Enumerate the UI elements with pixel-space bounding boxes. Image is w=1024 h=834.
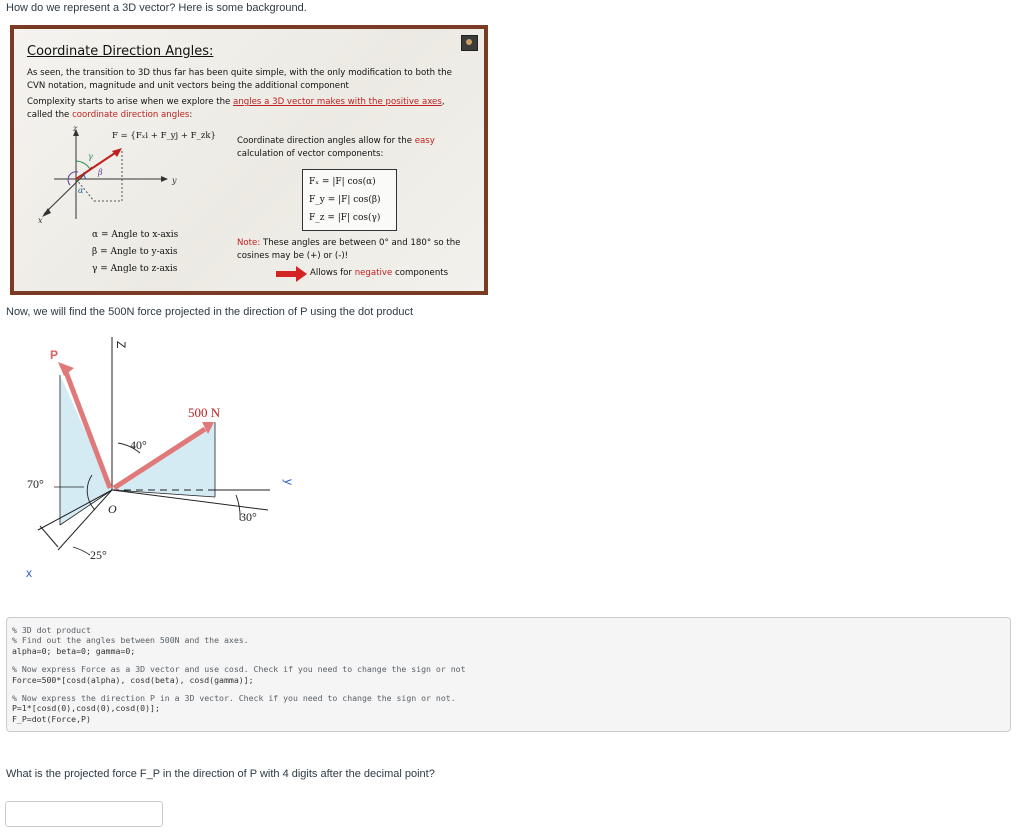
question-text: What is the projected force F_P in the direction of P with 4 digits after the decimal point? — [6, 768, 435, 780]
angle-30-label: 30° — [240, 510, 257, 524]
code-line: % 3D dot product — [12, 625, 91, 635]
p-vector-label: P — [50, 348, 59, 362]
slide-allows-text: Allows for negative components — [310, 268, 449, 278]
force-diagram — [0, 325, 320, 595]
slide-alpha-label: α — [78, 186, 84, 195]
slide-axis-x-label: x — [38, 216, 43, 225]
code-line: alpha=0; beta=0; gamma=0; — [12, 645, 136, 656]
slide-beta-label: β — [98, 168, 103, 177]
slide-axis-z-label: z — [73, 124, 78, 133]
y-axis-label: y — [282, 479, 296, 485]
code-line: Force=500*[cosd(alpha), cosd(beta), cosd(gamma)]; — [12, 674, 254, 685]
answer-input[interactable] — [5, 801, 163, 827]
component-equations-box — [302, 169, 397, 231]
slide-title: Coordinate Direction Angles: — [27, 44, 214, 59]
x-axis-label: x — [26, 566, 32, 580]
slide-paragraph-1: As seen, the transition to 3D thus far has been quite simple, with the only modification to both the CVN notation, magnitude and unit vectors being the additional component — [27, 68, 452, 91]
slide-paragraph-2: Complexity starts to arise when we explore the angles a 3D vector makes with the positive axes, called the coordinate direction angles: — [27, 97, 445, 120]
red-arrow-icon — [276, 266, 308, 282]
slide-note: Note: These angles are between 0° and 180° so the cosines may be (+) or (-)! — [237, 238, 461, 261]
z-axis-label: Z — [114, 341, 128, 349]
angle-alpha-def: α = Angle to x-axis — [92, 230, 179, 240]
code-line: % Now express the direction P in a 3D vector. Check if you need to change the sign or not. — [12, 693, 456, 704]
angle-definitions — [92, 227, 178, 278]
matlab-code-block — [6, 617, 1011, 732]
code-line: % Now express Force as a 3D vector and use cosd. Check if you need to change the sign or not — [12, 664, 466, 675]
angle-beta-def: β = Angle to y-axis — [92, 247, 178, 257]
instruction-text: Now, we will find the 500N force projected in the direction of P using the dot product — [6, 306, 414, 318]
code-line: P=1*[cosd(0),cosd(0),cosd(0)]; — [12, 703, 160, 714]
lecture-slide-image — [10, 25, 488, 295]
intro-text: How do we represent a 3D vector? Here is some background. — [6, 2, 307, 14]
vector-definition: F = {Fₓi + F_yj + F_zk} — [112, 131, 216, 141]
angle-gamma-def: γ = Angle to z-axis — [92, 264, 178, 274]
angle-40-label: 40° — [130, 438, 147, 452]
equation-fy: F_y = |F| cos(β) — [309, 195, 381, 205]
slide-gamma-label: γ — [88, 152, 93, 161]
code-line: % Find out the angles between 500N and the axes. — [12, 635, 249, 646]
slide-caa-text: Coordinate direction angles allow for the easy calculation of vector components: — [237, 136, 435, 159]
angle-70-label: 70° — [27, 477, 44, 491]
equation-fx: Fₓ = |F| cos(α) — [309, 177, 376, 187]
angle-25-label: 25° — [90, 548, 107, 562]
equation-fz: F_z = |F| cos(γ) — [309, 213, 381, 223]
force-magnitude-label: 500 N — [188, 405, 221, 420]
slide-axis-y-label: y — [172, 176, 177, 185]
code-line: F_P=dot(Force,P) — [12, 713, 91, 724]
origin-label: O — [108, 502, 117, 516]
